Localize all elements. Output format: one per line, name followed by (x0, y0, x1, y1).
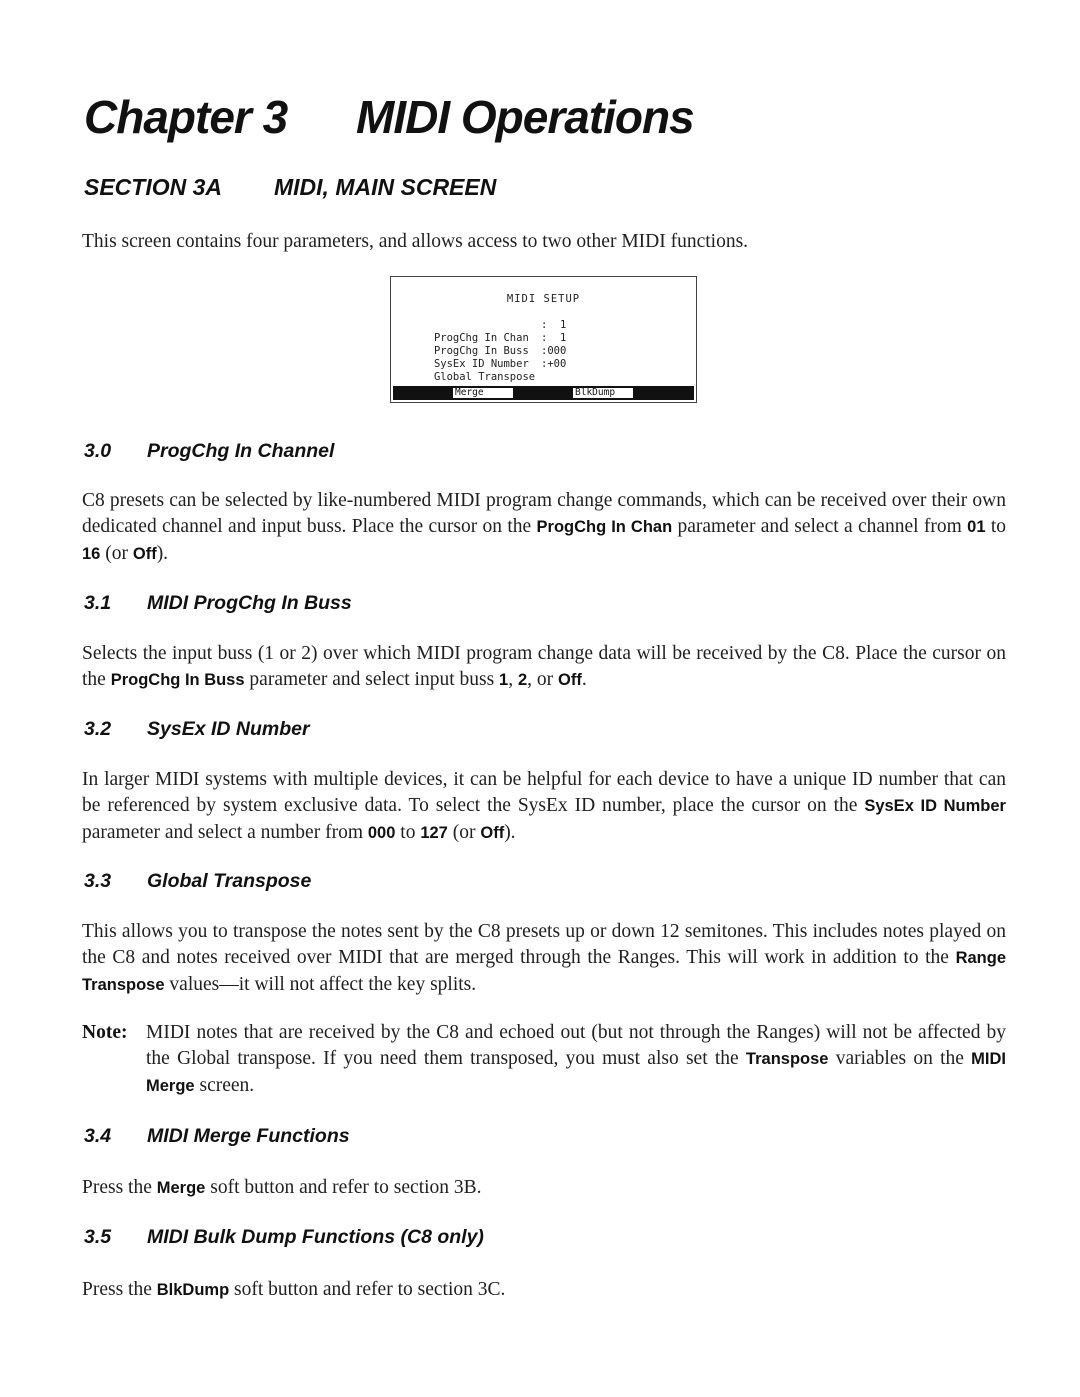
subsection-3-2-paragraph (82, 767, 1006, 846)
param-value: 16 (82, 544, 101, 563)
text-run: parameter and select input buss (244, 669, 500, 691)
text-run: values—it will not affect the key splits. (164, 973, 477, 995)
softkey-name: Merge (156, 1179, 206, 1197)
section-title: MIDI, MAIN SCREEN (274, 174, 497, 200)
intro-paragraph: This screen contains four parameters, and allows access to two other MIDI functions. (82, 231, 749, 252)
subsection-title: SysEx ID Number (147, 718, 310, 740)
text-run: soft button and refer to section 3C. (229, 1279, 506, 1300)
lcd-row-value: :+00 (541, 358, 567, 370)
text-run: to (395, 821, 421, 843)
text-run: parameter and select a channel from (672, 516, 968, 538)
text-run: . (581, 669, 587, 691)
subsection-3-4-paragraph (82, 1175, 1006, 1201)
subsection-title: MIDI Merge Functions (147, 1125, 350, 1147)
lcd-row-label: SysEx ID Number (433, 358, 529, 370)
text-run: In larger MIDI systems with multiple devices, it can be helpful for each device to have a unique ID number that can be referenced by system exclusive data. To select the SysEx ID number, place the cursor on the (82, 769, 1006, 817)
subsection-3-3-paragraph (82, 919, 1006, 998)
lcd-row-label: ProgChg In Chan (433, 332, 529, 344)
param-name: Range Transpose (82, 949, 1006, 994)
subsection-number: 3.4 (84, 1125, 112, 1147)
subsection-3-4-heading (84, 1125, 350, 1148)
param-value: Off (558, 671, 582, 690)
lcd-row-value: : 1 (541, 319, 567, 331)
subsection-3-3-heading (84, 870, 312, 893)
subsection-3-5-paragraph (82, 1277, 1006, 1303)
lcd-row-label: Global Transpose (433, 371, 536, 383)
subsection-3-5-heading (84, 1226, 484, 1249)
chapter-title: MIDI Operations (356, 91, 694, 143)
subsection-title: MIDI Bulk Dump Functions (C8 only) (147, 1226, 484, 1248)
text-run: C8 presets can be selected by like-numbered MIDI program change commands, which can be received over their own dedicated channel and input buss. Place the cursor on the (82, 490, 1006, 538)
param-value: Off (132, 544, 157, 563)
subsection-3-2-heading (84, 718, 310, 741)
text-run: parameter and select a number from (82, 821, 368, 843)
section-label: SECTION 3A (84, 174, 223, 200)
lcd-softkey-merge: Merge (453, 388, 513, 398)
subsection-number: 3.3 (84, 870, 112, 892)
text-run: ). (504, 821, 516, 843)
text-run: Press the (82, 1279, 157, 1300)
note-label: Note: (82, 1022, 128, 1043)
text-run: to (985, 516, 1006, 538)
subsection-number: 3.0 (84, 440, 112, 462)
subsection-number: 3.5 (84, 1226, 112, 1248)
text-run: MIDI notes that are received by the C8 and echoed out (but not through the Ranges) will not be affected by the Global transpose. If you need them transposed, you must also set the (146, 1022, 1006, 1070)
chapter-heading (84, 90, 694, 144)
param-value: 1 (499, 671, 509, 690)
lcd-midi-setup-screen (390, 276, 697, 403)
lcd-title: MIDI SETUP (506, 293, 581, 305)
param-name: Transpose (745, 1050, 829, 1069)
subsection-3-0-heading (84, 440, 335, 463)
text-run: (or (100, 542, 133, 564)
param-value: 000 (367, 823, 396, 842)
subsection-3-0-paragraph (82, 488, 1006, 567)
subsection-title: MIDI ProgChg In Buss (147, 592, 352, 614)
param-name: ProgChg In Chan (536, 518, 673, 537)
param-value: Off (480, 823, 505, 842)
param-value: 01 (967, 518, 986, 537)
text-run: Press the (82, 1177, 157, 1198)
text-run: , (508, 669, 518, 691)
subsection-3-1-heading (84, 592, 352, 615)
param-value: 127 (420, 823, 448, 842)
param-name: SysEx ID Number (864, 797, 1006, 816)
param-name: ProgChg In Buss (110, 671, 245, 690)
text-run: soft button and refer to section 3B. (205, 1177, 482, 1198)
text-run: ). (156, 542, 169, 564)
text-run: screen. (194, 1074, 255, 1096)
text-run: , or (527, 669, 559, 691)
section-heading (84, 174, 497, 201)
lcd-softkey-bar (393, 386, 694, 400)
subsection-3-1-paragraph (82, 641, 1006, 694)
lcd-row-label: ProgChg In Buss (433, 345, 529, 357)
text-run: (or (447, 821, 481, 843)
text-run: This allows you to transpose the notes sent by the C8 presets up or down 12 semitones. This includes notes played on the C8 and notes received over MIDI that are merged through the Ranges. This will work in addition to the (82, 921, 1006, 969)
subsection-number: 3.2 (84, 718, 112, 740)
lcd-row-value: : 1 (541, 332, 567, 344)
text-run: Selects the input buss (1 or 2) over which MIDI program change data will be received by the C8. Place the cursor on the (82, 643, 1006, 691)
softkey-name: BlkDump (156, 1281, 230, 1299)
chapter-label: Chapter 3 (84, 91, 288, 143)
text-run: variables on the (828, 1048, 972, 1070)
subsection-number: 3.1 (84, 592, 112, 614)
lcd-row-global-transpose (396, 358, 567, 410)
screen-name: MIDI Merge (146, 1050, 1006, 1095)
param-value: 2 (517, 671, 528, 690)
subsection-title: ProgChg In Channel (147, 440, 335, 462)
note-paragraph (146, 1020, 1006, 1099)
lcd-row-value: :000 (541, 345, 567, 357)
lcd-softkey-blkdump: BlkDump (573, 388, 633, 398)
subsection-title: Global Transpose (147, 870, 312, 892)
